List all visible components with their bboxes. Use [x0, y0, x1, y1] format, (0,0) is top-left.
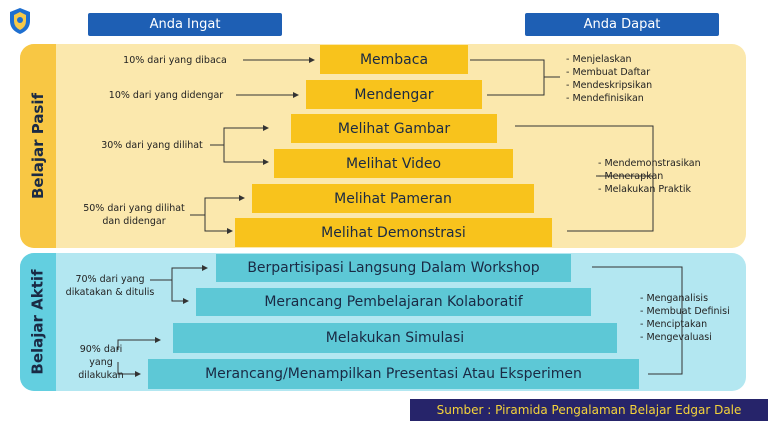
header-anda-dapat: Anda Dapat [525, 13, 719, 36]
remember-90-dilakukan: 90% dari yang dilakukan [78, 344, 124, 381]
bar-melihat-pameran: Melihat Pameran [252, 184, 534, 213]
list-item: - Mengevaluasi [640, 332, 712, 343]
list-item: - Menciptakan [640, 319, 708, 330]
belajar-pasif-label: Belajar Pasif [29, 92, 47, 200]
list-item: - Mendemonstrasikan [598, 158, 701, 169]
remember-70-dikatakan: 70% dari yang dikatakan & ditulis [65, 274, 155, 298]
list-item: - Menerapkan [598, 171, 664, 182]
can-do-list-2 [598, 157, 701, 196]
remember-10-dibaca: 10% dari yang dibaca [123, 55, 227, 66]
remember-10-didengar: 10% dari yang didengar [108, 90, 224, 101]
list-item: - Membuat Definisi [640, 306, 730, 317]
bar-workshop: Berpartisipasi Langsung Dalam Workshop [216, 254, 571, 282]
bar-melihat-gambar: Melihat Gambar [291, 114, 497, 143]
bar-melihat-video: Melihat Video [274, 149, 513, 178]
bar-simulasi: Melakukan Simulasi [173, 323, 617, 353]
bar-kolaboratif: Merancang Pembelajaran Kolaboratif [196, 288, 591, 316]
bar-membaca: Membaca [320, 45, 468, 74]
belajar-aktif-label: Belajar Aktif [29, 269, 47, 375]
can-do-list-3 [640, 292, 730, 344]
header-anda-ingat: Anda Ingat [88, 13, 282, 36]
list-item: - Mendeskripsikan [566, 80, 653, 91]
can-do-list-1 [566, 53, 652, 105]
bar-melihat-demonstrasi: Melihat Demonstrasi [235, 218, 552, 247]
remember-30-dilihat: 30% dari yang dilihat [101, 140, 203, 151]
bar-presentasi: Merancang/Menampilkan Presentasi Atau Eksperimen [148, 359, 639, 389]
source-caption: Sumber : Piramida Pengalaman Belajar Edgar Dale [410, 399, 768, 421]
list-item: - Menjelaskan [566, 54, 632, 65]
list-item: - Menganalisis [640, 293, 709, 304]
bar-mendengar: Mendengar [306, 80, 482, 109]
list-item: - Mendefinisikan [566, 93, 644, 104]
list-item: - Membuat Daftar [566, 67, 651, 78]
list-item: - Melakukan Praktik [598, 184, 692, 195]
remember-50-dilihat-didengar: 50% dari yang dilihat dan didengar [83, 203, 185, 227]
